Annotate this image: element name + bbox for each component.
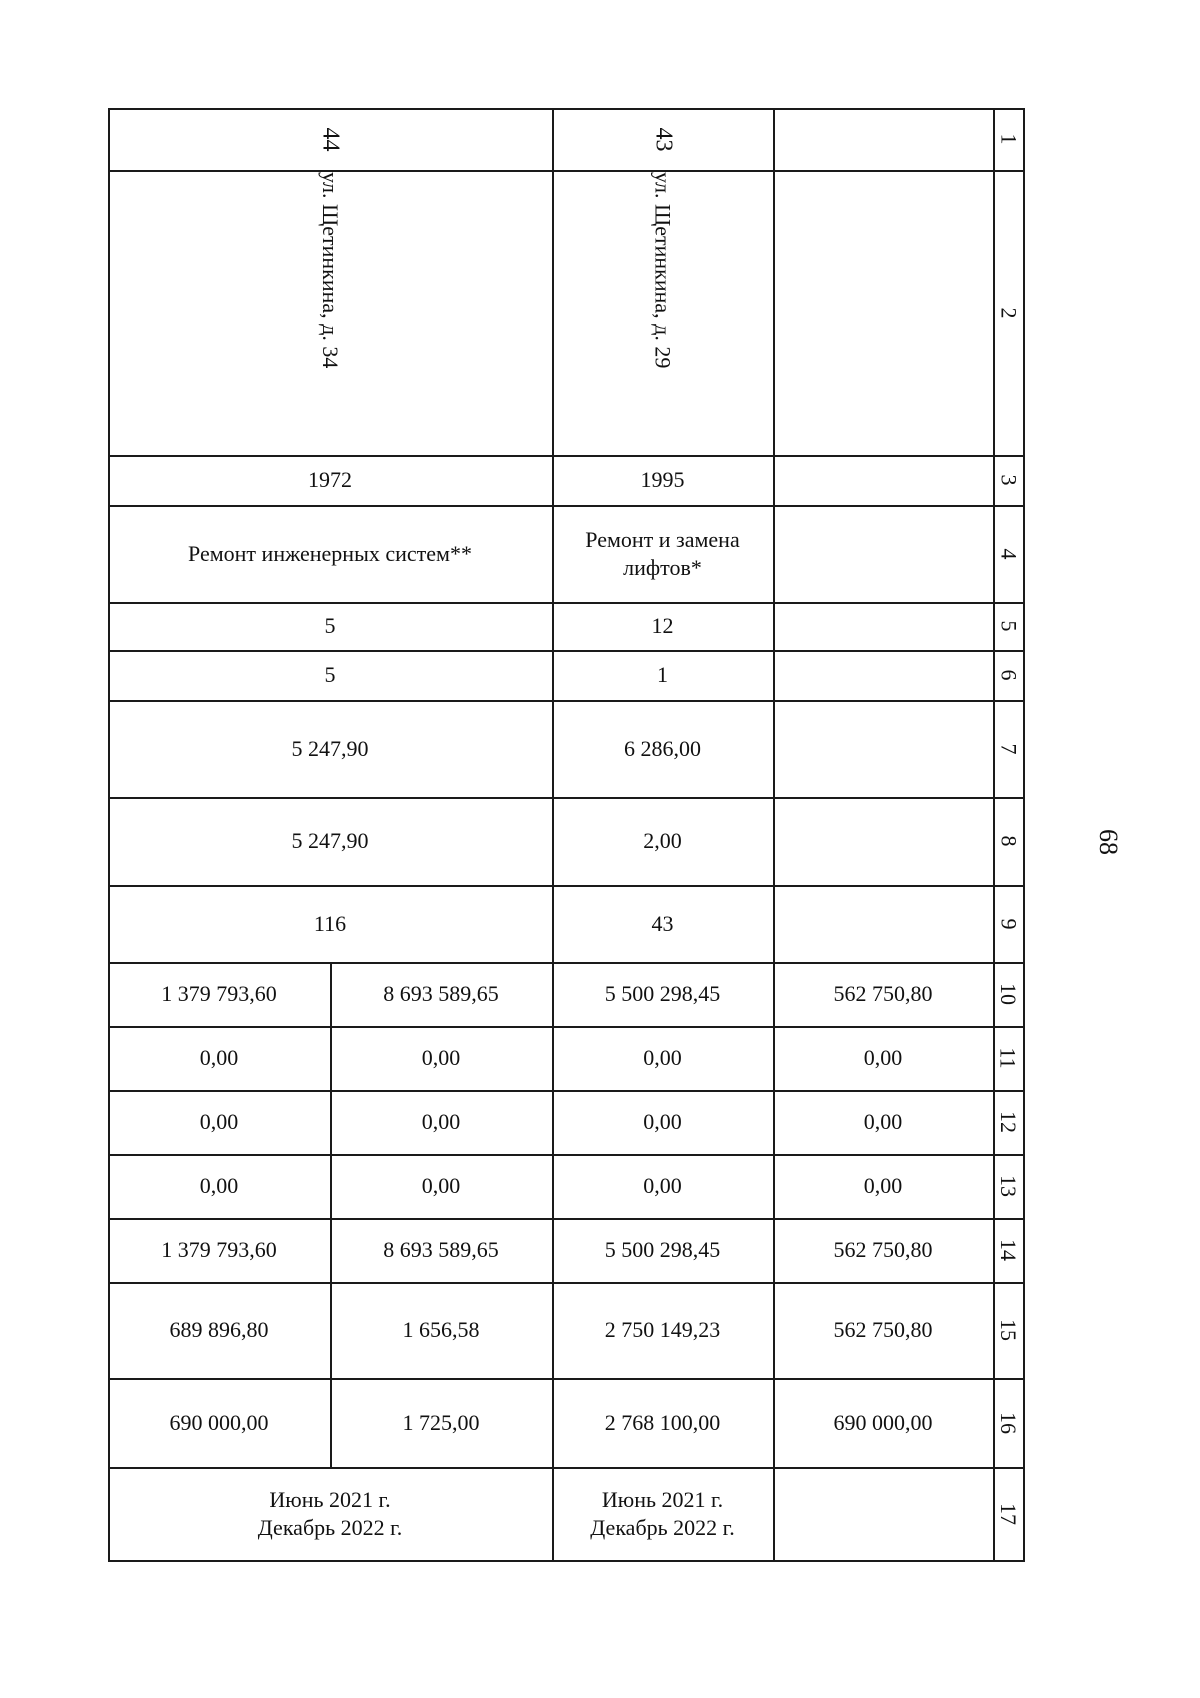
row-number-text: 10	[996, 983, 1021, 1005]
cell-amount: 1 725,00	[402, 1409, 480, 1435]
cell-year: 1995	[640, 467, 685, 492]
page-number	[1088, 822, 1128, 862]
row-number	[993, 1154, 1023, 1218]
cell-period: Июнь 2021 г. Декабрь 2022 г.	[257, 1486, 403, 1540]
cell-amount: 0,00	[421, 1045, 461, 1070]
cell-amount: 0,00	[421, 1109, 461, 1134]
row-number-text: 4	[996, 548, 1021, 559]
row-number	[993, 1026, 1023, 1090]
address-text: ул. Щетинкина, д. 29	[650, 172, 676, 369]
cell-amount: 0,00	[199, 1045, 239, 1070]
row-number	[993, 700, 1023, 797]
address	[552, 172, 773, 455]
object-id-text: 44	[317, 127, 344, 151]
cell-work_type: Ремонт инженерных систем**	[188, 540, 472, 566]
row-number	[993, 1467, 1023, 1560]
row-number-text: 5	[996, 620, 1021, 632]
row-number-text: 6	[996, 669, 1021, 681]
cell-residents: 116	[313, 910, 347, 936]
object-id	[108, 108, 552, 170]
cell-amount: 0,00	[863, 1173, 903, 1198]
cell-amount: 1 379 793,60	[161, 981, 277, 1006]
object-id	[552, 108, 773, 170]
row-number	[993, 1218, 1023, 1282]
row-number	[993, 650, 1023, 700]
cell-amount: 562 750,80	[833, 1237, 933, 1262]
cell-amount: 2 768 100,00	[604, 1409, 721, 1435]
row-number-text: 12	[996, 1111, 1021, 1133]
row-number-text: 14	[996, 1239, 1021, 1261]
cell-floors: 12	[651, 613, 674, 638]
row-number	[993, 797, 1023, 885]
object-id-text: 43	[650, 127, 676, 151]
row-number	[993, 170, 1023, 455]
row-number-text: 8	[996, 835, 1021, 847]
cell-area_total: 5 247,90	[291, 735, 369, 761]
cell-amount: 0,00	[643, 1045, 682, 1070]
row-number-text: 2	[996, 307, 1021, 318]
cell-work_type: Ремонт и замена лифтов*	[585, 526, 740, 580]
row-number-text: 16	[996, 1411, 1021, 1434]
row-number	[993, 505, 1023, 602]
row-number-text: 3	[996, 474, 1021, 486]
cell-amount: 562 750,80	[833, 981, 933, 1006]
address-text: ул. Щетинкина, д. 34	[318, 172, 343, 369]
row-number	[993, 108, 1023, 170]
page-number-text: 68	[1094, 829, 1123, 855]
cell-area_living: 5 247,90	[291, 828, 369, 853]
cell-amount: 0,00	[643, 1173, 682, 1198]
row-number	[993, 885, 1023, 962]
cell-entrances: 1	[657, 662, 668, 687]
row-number-text: 9	[996, 918, 1021, 929]
cell-amount: 1 656,58	[402, 1317, 480, 1342]
table-column-border	[1023, 108, 1025, 1562]
cell-amount: 0,00	[421, 1173, 461, 1198]
cell-amount: 562 750,80	[833, 1317, 933, 1342]
cell-amount: 5 500 298,45	[604, 981, 721, 1006]
cell-amount: 689 896,80	[169, 1317, 269, 1342]
cell-amount: 0,00	[199, 1173, 239, 1198]
row-number-text: 7	[996, 743, 1021, 754]
row-number	[993, 1090, 1023, 1154]
row-number-text: 15	[996, 1319, 1021, 1341]
cell-amount: 2 750 149,23	[604, 1317, 721, 1342]
cell-amount: 8 693 589,65	[383, 1237, 499, 1262]
row-number-text: 1	[996, 133, 1021, 145]
cell-amount: 0,00	[863, 1045, 903, 1070]
cell-area_living: 2,00	[643, 828, 682, 853]
cell-amount: 1 379 793,60	[161, 1237, 277, 1262]
cell-floors: 5	[324, 613, 336, 638]
row-number	[993, 962, 1023, 1026]
table-row-border	[108, 1560, 1025, 1562]
row-number-text: 17	[996, 1502, 1021, 1525]
cell-period: Июнь 2021 г. Декабрь 2022 г.	[590, 1486, 735, 1540]
cell-amount: 0,00	[863, 1109, 903, 1134]
row-number	[993, 602, 1023, 650]
row-number-text: 11	[996, 1047, 1021, 1069]
address	[108, 172, 552, 455]
cell-amount: 5 500 298,45	[604, 1237, 721, 1262]
row-number	[993, 455, 1023, 505]
row-number	[993, 1378, 1023, 1467]
cell-area_total: 6 286,00	[624, 735, 701, 761]
cell-amount: 690 000,00	[169, 1409, 269, 1435]
cell-amount: 0,00	[199, 1109, 239, 1134]
cell-amount: 690 000,00	[833, 1409, 933, 1435]
row-number	[993, 1282, 1023, 1378]
cell-year: 1972	[308, 467, 352, 492]
cell-residents: 43	[651, 910, 674, 936]
cell-amount: 8 693 589,65	[383, 981, 499, 1006]
cell-entrances: 5	[324, 662, 336, 687]
cell-amount: 0,00	[643, 1109, 682, 1134]
row-number-text: 13	[996, 1175, 1021, 1197]
